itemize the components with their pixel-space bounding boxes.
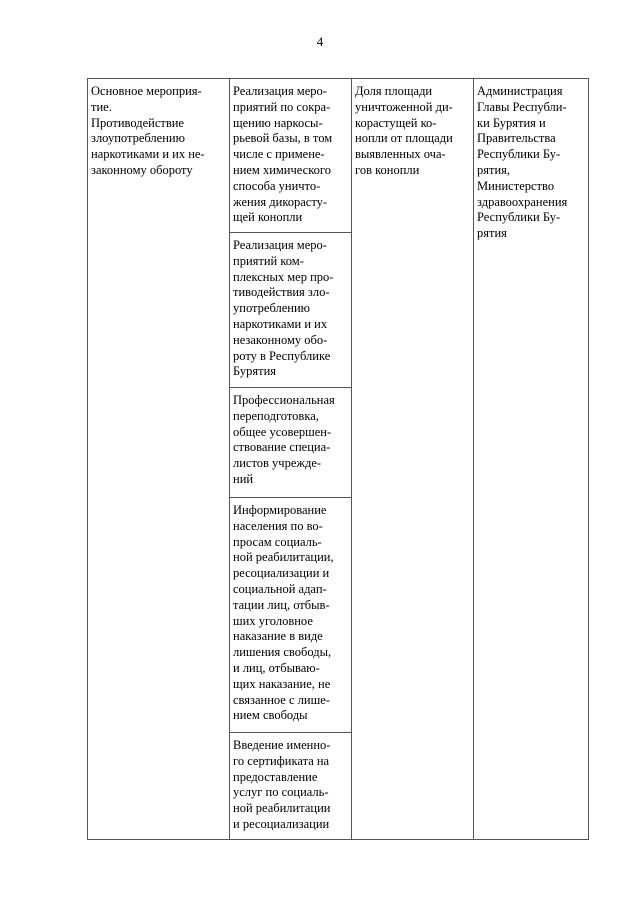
activity-row <box>230 498 351 733</box>
main-event-column <box>88 79 230 840</box>
indicator-column <box>352 79 474 840</box>
activity-text: Реализация меро- приятий ком- плексных мер про- тиводействия зло- употреблению наркотиками и их незаконному обо- роту в Республике Бурятия <box>233 238 334 379</box>
table-bottom-border <box>88 839 589 840</box>
activity-text: Введение именно- го сертификата на предоставление услуг по социаль- ной реабилитации и ресоциализации <box>233 738 331 831</box>
indicator-cell: Доля площади уничтоженной ди- корастущей ко- нопли от площади выявленных оча- гов конопли <box>355 84 453 177</box>
main-event-cell: Основное мероприя- тие. Противодействие злоупотреблению наркотиками и их не- законному обороту <box>91 84 205 177</box>
activity-row <box>230 233 351 388</box>
activity-text: Реализация меро- приятий по сокра- щению наркосы- рьевой базы, в том числе с примене- нием химического способа уничто- жения дикорасту- щей конопли <box>233 84 333 225</box>
activity-row <box>230 388 351 498</box>
activity-row <box>230 79 351 233</box>
activity-text: Информирование населения по во- просам социаль- ной реабилитации, ресоциализации и социальной адап- тации лиц, отбыв- ших уголовное наказание в виде лишения свободы, и лиц, отбываю- щих наказание, не связанное с лише- нием свободы <box>233 503 334 723</box>
activities-column <box>230 79 352 840</box>
responsible-column <box>474 79 589 840</box>
activity-row <box>230 733 351 841</box>
program-table <box>87 78 589 840</box>
activity-text: Профессиональная переподготовка, общее усовершен- ствование специа- листов учрежде- ний <box>233 393 335 486</box>
responsible-cell: Администрация Главы Республи- ки Бурятия и Правительства Республики Бу- рятия, Министерство здравоохранения Республики Бу- рятия <box>477 84 568 241</box>
page-number: 4 <box>316 34 324 49</box>
